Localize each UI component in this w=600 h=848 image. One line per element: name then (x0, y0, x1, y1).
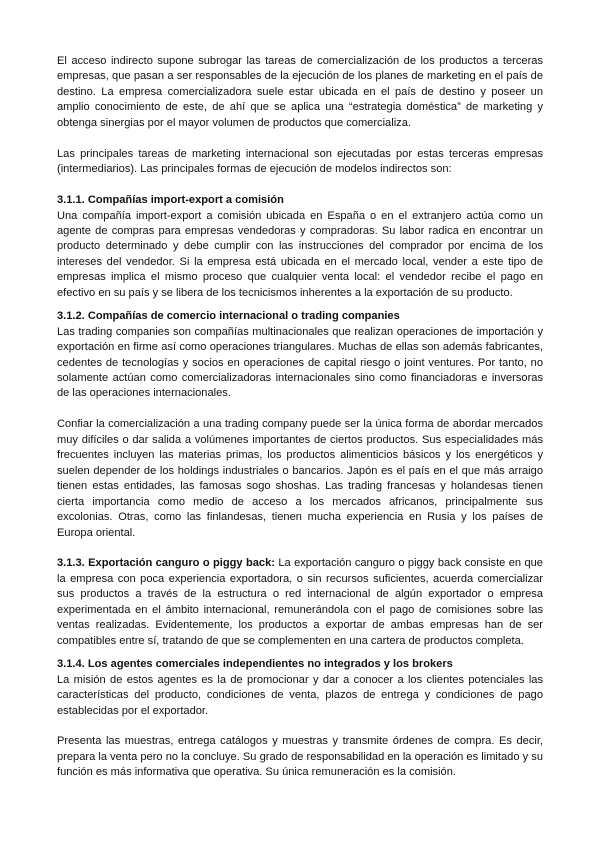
section-3-1-3-body: La exportación canguro o piggy back consiste en que la empresa con poca experiencia exportadora, o sin recursos suficientes, acuerda comercializar sus productos a través de la estructura o red internacional de algún exportador o empresa experimentada en el ámbito internacional, remunerándola con el pago de comisiones sobre las ventas realizadas. Evidentemente, los productos a exportar de ambas empresas han de ser compatibles entre sí, tratando de que se complementen en una cartera de productos completa. (57, 557, 543, 647)
section-3-1-3 (57, 556, 543, 649)
section-3-1-2-heading: 3.1.2. Compañías de comercio internacional o trading companies (57, 310, 400, 323)
section-3-1-1-body: Una compañía import-export a comisión ubicada en España o en el extranjero actúa como un agente de compras para empresas vendedoras y compradoras. Su labor radica en encontrar un producto determinado y debe cumplir con las instrucciones del comprador por encima de los intereses del vendedor. Si la empresa está ubicada en el mercado local, vender a este tipo de empresas implica el mismo proceso que cualquier venta local: el vendedor recibe el pago en efectivo en su país y se libera de los tecnicismos inherentes a la exportación de su producto. (57, 209, 543, 299)
section-3-1-1-heading: 3.1.1. Compañías import-export a comisión (57, 194, 284, 207)
section-3-1-4-heading: 3.1.4. Los agentes comerciales independientes no integrados y los brokers (57, 658, 453, 671)
document-page (57, 54, 543, 781)
section-3-1-2-body-2: Confiar la comercialización a una trading company puede ser la única forma de abordar mercados muy difíciles o dar salida a volúmenes importantes de ciertos productos. Sus especialidades más frecuentes incluyen las materias primas, los productos alimenticios básicos y los energéticos y suelen depender de los holdings industriales o bancarios. Japón es el país en el que más arraigo tienen estas entidades, las famosas sogo shoshas. Las trading francesas y holandesas tienen cierta importancia como medio de acceso a los mercados africanos, principalmente sus excolonias. Otras, como las finlandesas, tienen mucha experiencia en Rusia y los países de Europa oriental. (57, 418, 543, 539)
intermediaries-paragraph: Las principales tareas de marketing internacional son ejecutadas por estas terceras empresas (intermediarios). Las principales formas de ejecución de modelos indirectos son: (57, 147, 543, 176)
section-3-1-4-body: La misión de estos agentes es la de promocionar y dar a conocer a los clientes potenciales las características del producto, condiciones de venta, plazos de entrega y condiciones de pago establecidas por el exportador. (57, 673, 543, 717)
intro-paragraph: El acceso indirecto supone subrogar las tareas de comercialización de los productos a terceras empresas, que pasan a ser responsables de la ejecución de los planes de marketing en el país de destino. La empresa comercializadora suele estar ubicada en el país de destino y poseer un amplio conocimiento de este, de ahí que se aplica una “estrategia doméstica” de marketing y obtenga sinergias por el mayor volumen de productos que comercializa. (57, 55, 543, 129)
section-3-1-4-body-2: Presenta las muestras, entrega catálogos y muestras y transmite órdenes de compra. Es decir, prepara la venta pero no la concluye. Su grado de responsabilidad en la operación es limitado y su función es más informativa que operativa. Su única remuneración es la comisión. (57, 735, 543, 779)
section-3-1-2-body: Las trading companies son compañías multinacionales que realizan operaciones de importación y exportación en firme así como operaciones triangulares. Muchas de ellas son además fabricantes, cedentes de tecnologías y socios en operaciones de capital riesgo o joint ventures. Por tanto, no solamente actúan como comercializadoras internacionales sino como financiadoras e inversoras de las operaciones internacionales. (57, 325, 543, 400)
section-3-1-3-heading: 3.1.3. Exportación canguro o piggy back: (57, 557, 275, 570)
